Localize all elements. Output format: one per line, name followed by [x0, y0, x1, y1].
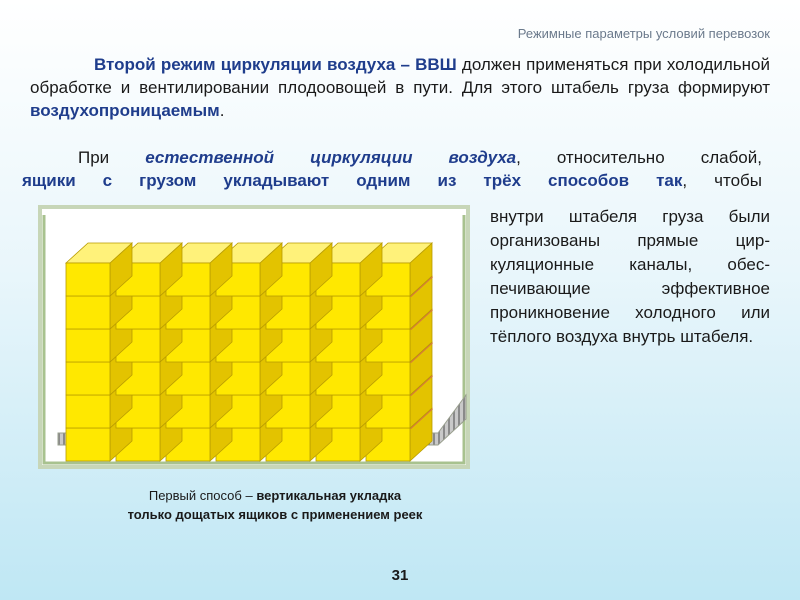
box-front	[66, 428, 110, 461]
paragraph-2-pre: При	[78, 148, 146, 167]
caption-bold-2: только дощатых ящиков с применением реек	[127, 507, 423, 522]
paragraph-2-line-2	[22, 169, 762, 192]
mode-lead: Второй режим циркуляции воздуха – ВВШ	[94, 55, 457, 74]
emphasis-natural-circulation: естественной циркуляции воздуха	[145, 148, 517, 167]
emphasis-air-permeable: воздухопроницаемым	[30, 101, 220, 120]
paragraph-2-line-1	[22, 146, 762, 169]
box-front	[66, 329, 110, 362]
paragraph-ventilation-mode	[30, 53, 770, 122]
box-stack	[66, 243, 432, 461]
paragraph-1-text: должен применяться при холодильной обработке и вентилировании плодоовощей в пути. Для этого штабель груза формируют	[30, 55, 770, 97]
slide-header: Режимные параметры условий перевозок	[517, 26, 770, 41]
box-front	[66, 395, 110, 428]
paragraph-2-end: , чтобы	[682, 171, 763, 190]
box-front	[66, 362, 110, 395]
paragraph-natural-circulation	[22, 146, 762, 192]
box-front	[66, 263, 110, 296]
box-front	[66, 296, 110, 329]
paragraph-1-end: .	[219, 101, 225, 120]
caption-bold-1: вертикальная укладка	[256, 488, 402, 503]
caption-normal: Первый способ –	[148, 488, 257, 503]
paragraph-2-mid: , относительно слабой,	[516, 148, 762, 167]
emphasis-boxes-stacking: ящики с грузом укладывают одним из трёх способов так	[22, 171, 683, 190]
stacking-illustration	[38, 205, 470, 470]
page-number: 31	[391, 567, 409, 584]
paragraph-channels: внутри штабеля груза были организованы прямые цир-куляционные каналы, обес-печивающие эффективное проникновение холодного или тёплого воздуха внутрь штабеля.	[490, 207, 770, 346]
figure-caption	[70, 486, 480, 524]
